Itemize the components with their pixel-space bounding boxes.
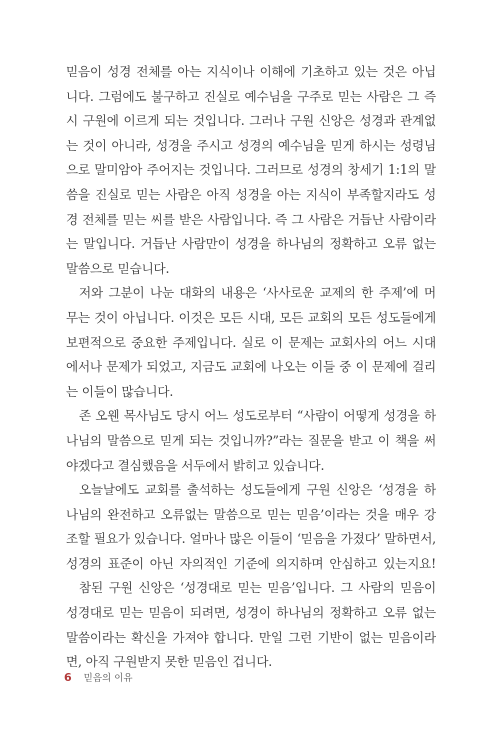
text-line: 존 오웬 목사님도 당시 어느 성도로부터 “사람이 어떻게 성경을 하 (79, 408, 436, 424)
text-line: 는 것이 아니라, 성경을 주시고 성경의 예수님을 믿게 하시는 성령님 (66, 137, 436, 153)
paragraph (66, 478, 436, 576)
text-line: 씀을 진실로 믿는 사람은 아직 성경을 아는 지식이 부족할지라도 성 (66, 186, 436, 202)
text-line: 말씀으로 믿습니다. (66, 260, 170, 276)
text-line: 나님의 말씀으로 믿게 되는 것입니까?”라는 질문을 받고 이 책을 써 (66, 432, 436, 448)
text-line: 시 구원에 이르게 되는 것입니다. 그러나 구원 신앙은 성경과 관계없 (66, 113, 436, 129)
text-line: 믿음이 성경 전체를 아는 지식이나 이해에 기초하고 있는 것은 아닙 (66, 64, 436, 79)
text-line: 성경대로 믿는 믿음이 되려면, 성경이 하나님의 정확하고 오류 없는 (66, 605, 436, 621)
text-line: 경 전체를 믿는 씨를 받은 사람입니다. 즉 그 사람은 거듭난 사람이라 (66, 211, 436, 227)
text-line: 면, 아직 구원받지 못한 믿음인 겁니다. (66, 654, 273, 670)
text-line: 야겠다고 결심했음을 서두에서 밝히고 있습니다. (66, 457, 325, 473)
text-line: 는 말입니다. 거듭난 사람만이 성경을 하나님의 정확하고 오류 없는 (66, 236, 436, 252)
paragraph (66, 576, 436, 674)
text-line: 니다. 그럼에도 불구하고 진실로 예수님을 구주로 믿는 사람은 그 즉 (66, 88, 436, 104)
text-line: 무는 것이 아닙니다. 이것은 모든 시대, 모든 교회의 모든 성도들에게 (66, 309, 436, 325)
body-text (66, 60, 436, 675)
paragraph (66, 404, 436, 478)
text-line: 에서나 문제가 되었고, 지금도 교회에 나오는 이들 중 이 문제에 걸리 (66, 359, 436, 375)
text-line: 는 이들이 많습니다. (66, 383, 174, 399)
paragraph (66, 60, 436, 281)
page-footer (64, 670, 133, 684)
text-line: 조할 필요가 있습니다. 얼마나 많은 이들이 ‘믿음을 가졌다’ 말하면서, (66, 531, 436, 547)
running-title: 믿음의 이유 (83, 673, 133, 684)
text-line: 으로 말미암아 주어지는 것입니다. 그러므로 성경의 창세기 1:1의 말 (66, 162, 436, 178)
text-line: 성경의 표준이 아닌 자의적인 기준에 의지하며 안심하고 있는지요! (66, 555, 436, 571)
paragraph (66, 281, 436, 404)
text-line: 오늘날에도 교회를 출석하는 성도들에게 구원 신앙은 ‘성경을 하 (79, 482, 436, 498)
page-number: 6 (64, 671, 72, 684)
text-line: 참된 구원 신앙은 ‘성경대로 믿는 믿음’입니다. 그 사람의 믿음이 (79, 580, 436, 596)
text-line: 보편적으로 중요한 주제입니다. 실로 이 문제는 교회사의 어느 시대 (66, 334, 436, 350)
text-line: 저와 그분이 나눈 대화의 내용은 ‘사사로운 교제의 한 주제’에 머 (79, 285, 436, 301)
text-line: 나님의 완전하고 오류없는 말씀으로 믿는 믿음’이라는 것을 매우 강 (66, 506, 436, 522)
text-line: 말씀이라는 확신을 가져야 합니다. 만일 그런 기반이 없는 믿음이라 (66, 629, 436, 645)
